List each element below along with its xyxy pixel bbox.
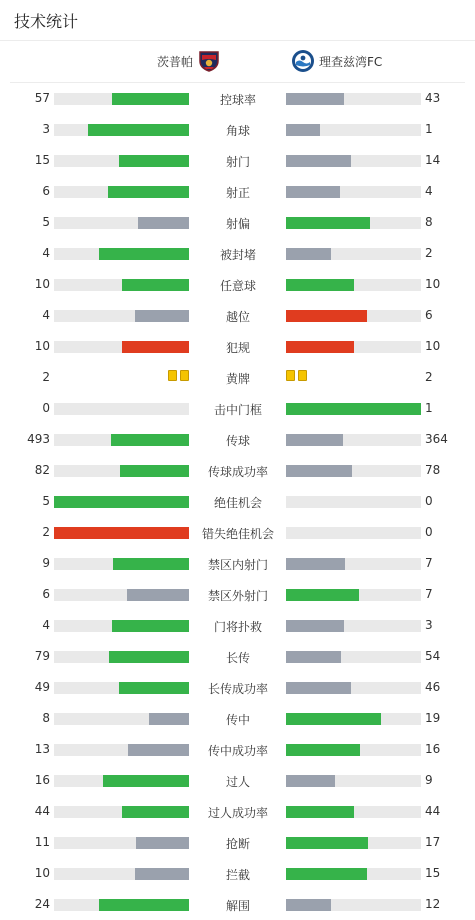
- away-stat-bar-fill: [286, 868, 367, 880]
- away-stat-bar: [286, 217, 421, 229]
- home-stat-bar: [54, 217, 189, 229]
- home-stat-bar-fill: [109, 651, 189, 663]
- home-stat-bar-fill: [54, 496, 189, 508]
- away-stat-value: 10: [425, 277, 441, 291]
- stat-label: 射门: [225, 155, 250, 169]
- home-stat-bar: [54, 496, 189, 508]
- away-stat-bar: [286, 496, 421, 508]
- stat-row: [0, 176, 475, 207]
- home-stat-value: 10: [34, 277, 50, 291]
- home-stat-bar-fill: [149, 713, 190, 725]
- home-stat-value: 4: [42, 246, 50, 260]
- away-stat-bar: [286, 682, 421, 694]
- home-stat-bar: [54, 651, 189, 663]
- away-stat-bar: [286, 837, 421, 849]
- away-stat-bar-fill: [286, 155, 351, 167]
- away-stat-bar-fill: [286, 806, 354, 818]
- stat-label: 门将扑救: [213, 620, 262, 634]
- home-team-name: 茨普帕: [156, 54, 193, 69]
- away-stat-value: 6: [425, 308, 433, 322]
- home-stat-bar-fill: [127, 589, 189, 601]
- yellow-card-icon: [286, 370, 295, 381]
- home-stat-bar: [54, 775, 189, 787]
- home-stat-bar: [54, 248, 189, 260]
- home-stat-bar-fill: [99, 899, 189, 911]
- stat-row: [0, 424, 475, 455]
- home-stat-bar: [54, 589, 189, 601]
- away-stat-bar: [286, 713, 421, 725]
- away-stat-bar: [286, 527, 421, 539]
- away-stat-bar-fill: [286, 310, 367, 322]
- stat-label: 拦截: [225, 868, 250, 882]
- away-stat-bar: [286, 899, 421, 911]
- home-stat-bar-fill: [88, 124, 189, 136]
- away-stat-bar-fill: [286, 248, 331, 260]
- teams-header: [10, 41, 465, 83]
- away-stat-bar: [286, 465, 421, 477]
- home-stat-value: 82: [34, 463, 50, 477]
- home-stat-bar: [54, 558, 189, 570]
- stat-row: [0, 548, 475, 579]
- home-stat-bar-fill: [122, 341, 190, 353]
- away-stat-bar-fill: [286, 775, 335, 787]
- away-stat-bar-fill: [286, 93, 344, 105]
- stat-row: [0, 889, 475, 920]
- away-stat-bar-fill: [286, 682, 351, 694]
- away-stat-value: 54: [425, 649, 441, 663]
- title-bar: [0, 0, 475, 41]
- away-stat-bar-fill: [286, 341, 354, 353]
- home-stat-value: 44: [34, 804, 50, 818]
- home-stat-bar-fill: [99, 248, 189, 260]
- stat-row: [0, 765, 475, 796]
- away-stat-value: 15: [425, 866, 441, 880]
- away-stat-value: 16: [425, 742, 441, 756]
- away-stat-bar-fill: [286, 279, 354, 291]
- home-stat-bar: [54, 527, 189, 539]
- home-stat-value: 79: [34, 649, 50, 663]
- home-stat-value: 15: [34, 153, 50, 167]
- stat-label: 控球率: [219, 93, 256, 107]
- away-stat-bar: [286, 124, 421, 136]
- page-title: 技术统计: [14, 12, 79, 31]
- away-stat-value: 43: [425, 91, 441, 105]
- home-stat-value: 10: [34, 339, 50, 353]
- home-stat-bar-fill: [111, 434, 189, 446]
- away-stat-bar: [286, 651, 421, 663]
- stat-row: [0, 517, 475, 548]
- stat-label: 犯规: [225, 341, 250, 355]
- away-stat-bar-fill: [286, 217, 370, 229]
- away-stat-value: 78: [425, 463, 441, 477]
- away-stat-value: 0: [425, 494, 433, 508]
- home-stat-bar: [54, 868, 189, 880]
- stat-label: 射偏: [225, 217, 250, 231]
- home-stat-value: 5: [42, 494, 50, 508]
- home-stat-bar-fill: [120, 465, 189, 477]
- stat-row: [0, 145, 475, 176]
- away-stat-value: 8: [425, 215, 433, 229]
- yellow-card-icon: [298, 370, 307, 381]
- away-stat-bar-fill: [286, 403, 421, 415]
- stat-row: [0, 238, 475, 269]
- stat-row: [0, 641, 475, 672]
- stat-label: 禁区内射门: [207, 558, 268, 572]
- away-stat-bar: [286, 186, 421, 198]
- home-stat-value: 16: [34, 773, 50, 787]
- stat-row: [0, 455, 475, 486]
- home-stat-bar-fill: [138, 217, 189, 229]
- stat-row: [0, 734, 475, 765]
- home-stat-bar-fill: [128, 744, 189, 756]
- home-stat-bar-fill: [108, 186, 189, 198]
- away-stat-value: 12: [425, 897, 441, 911]
- home-stat-bar-fill: [54, 527, 189, 539]
- away-stat-value: 2: [425, 246, 433, 260]
- away-stat-bar: [286, 93, 421, 105]
- away-stat-bar: [286, 310, 421, 322]
- home-stat-value: 0: [42, 401, 50, 415]
- home-stat-bar: [54, 186, 189, 198]
- home-team[interactable]: [157, 49, 221, 73]
- away-stat-value: 14: [425, 153, 441, 167]
- stat-row: [0, 114, 475, 145]
- away-stat-value: 1: [425, 401, 433, 415]
- home-stat-bar: [54, 713, 189, 725]
- away-stat-value: 17: [425, 835, 441, 849]
- stat-label: 黄牌: [225, 372, 250, 386]
- away-stat-value: 0: [425, 525, 433, 539]
- home-stat-bar: [54, 93, 189, 105]
- home-stat-value: 4: [42, 618, 50, 632]
- away-stat-bar-fill: [286, 124, 320, 136]
- home-stat-bar-fill: [112, 620, 189, 632]
- stat-label: 绝佳机会: [213, 496, 262, 510]
- stat-label: 传中: [225, 713, 250, 727]
- away-stat-bar: [286, 589, 421, 601]
- stat-row: [0, 703, 475, 734]
- home-stat-value: 4: [42, 308, 50, 322]
- stat-label: 被封堵: [219, 248, 256, 262]
- home-stat-bar: [54, 341, 189, 353]
- stat-row: [0, 610, 475, 641]
- stat-label: 传球: [225, 434, 250, 448]
- stat-row: [0, 796, 475, 827]
- stat-label: 越位: [225, 310, 250, 324]
- away-stat-bar: [286, 868, 421, 880]
- away-stat-bar: [286, 248, 421, 260]
- stat-row: [0, 827, 475, 858]
- home-stat-value: 2: [42, 525, 50, 539]
- home-stat-bar: [54, 434, 189, 446]
- stat-row: [0, 300, 475, 331]
- away-stat-bar-fill: [286, 713, 381, 725]
- home-stat-value: 11: [34, 835, 50, 849]
- stat-row: [0, 207, 475, 238]
- stat-label: 任意球: [219, 279, 256, 293]
- home-stat-value: 6: [42, 184, 50, 198]
- home-stat-value: 49: [34, 680, 50, 694]
- stat-label: 射正: [225, 186, 250, 200]
- away-stat-bar: [286, 403, 421, 415]
- home-stat-bar: [54, 310, 189, 322]
- yellow-card-icon: [168, 370, 177, 381]
- home-stat-bar: [54, 620, 189, 632]
- stat-row: [0, 269, 475, 300]
- home-stat-bar-fill: [122, 806, 190, 818]
- away-stat-value: 44: [425, 804, 441, 818]
- home-stat-bar: [54, 155, 189, 167]
- away-stat-bar-fill: [286, 186, 340, 198]
- home-stat-value: 5: [42, 215, 50, 229]
- stat-row: [0, 858, 475, 889]
- home-stat-bar: [54, 682, 189, 694]
- home-stat-value: 3: [42, 122, 50, 136]
- away-stat-bar-fill: [286, 620, 344, 632]
- stat-label: 角球: [225, 124, 250, 138]
- stat-label: 传球成功率: [207, 465, 268, 479]
- away-stat-value: 46: [425, 680, 441, 694]
- away-stat-value: 4: [425, 184, 433, 198]
- home-stat-bar: [54, 465, 189, 477]
- away-stat-value: 1: [425, 122, 433, 136]
- home-stat-value: 24: [34, 897, 50, 911]
- home-stat-bar-fill: [119, 155, 189, 167]
- away-stat-bar: [286, 558, 421, 570]
- home-stat-bar-fill: [122, 279, 190, 291]
- home-stat-value: 13: [34, 742, 50, 756]
- home-stat-bar-fill: [112, 93, 189, 105]
- away-stat-value: 19: [425, 711, 441, 725]
- home-stat-value: 493: [27, 432, 50, 446]
- home-stat-bar-fill: [103, 775, 189, 787]
- away-stat-bar: [286, 775, 421, 787]
- stat-label: 错失绝佳机会: [201, 527, 274, 541]
- stat-label: 过人: [225, 775, 250, 789]
- away-stat-value: 364: [425, 432, 448, 446]
- home-stat-value: 10: [34, 866, 50, 880]
- home-stat-value: 6: [42, 587, 50, 601]
- stat-label: 抢断: [225, 837, 250, 851]
- stat-row: [0, 83, 475, 114]
- home-stat-bar: [54, 837, 189, 849]
- home-stat-bar-fill: [119, 682, 189, 694]
- away-stat-bar-fill: [286, 434, 343, 446]
- stat-label: 长传: [225, 651, 250, 665]
- away-team-name: 理查兹湾FC: [319, 54, 383, 69]
- home-stat-bar-fill: [135, 310, 189, 322]
- away-stat-bar-fill: [286, 837, 368, 849]
- home-stat-bar: [54, 806, 189, 818]
- away-stat-bar-fill: [286, 651, 341, 663]
- away-stat-value: 10: [425, 339, 441, 353]
- home-stat-bar: [54, 279, 189, 291]
- away-stat-bar: [286, 434, 421, 446]
- away-stat-bar-fill: [286, 899, 331, 911]
- home-stat-bar-fill: [136, 837, 189, 849]
- home-stat-value: 57: [34, 91, 50, 105]
- stat-row: [0, 672, 475, 703]
- stat-label: 过人成功率: [207, 806, 268, 820]
- home-stat-value: 2: [42, 370, 50, 384]
- away-stat-bar-fill: [286, 465, 352, 477]
- stat-row: [0, 486, 475, 517]
- away-stat-bar-fill: [286, 558, 345, 570]
- away-stat-bar: [286, 341, 421, 353]
- stat-row: [0, 362, 475, 393]
- away-stat-value: 2: [425, 370, 433, 384]
- home-stat-bar: [54, 899, 189, 911]
- stat-label: 长传成功率: [207, 682, 268, 696]
- yellow-card-icon: [180, 370, 189, 381]
- stat-row: [0, 393, 475, 424]
- stat-label: 解围: [225, 899, 250, 913]
- away-stat-bar: [286, 155, 421, 167]
- home-stat-bar: [54, 744, 189, 756]
- away-stat-bar-fill: [286, 589, 359, 601]
- away-stat-value: 7: [425, 587, 433, 601]
- home-stat-bar-fill: [135, 868, 189, 880]
- home-team-crest-icon: [197, 49, 221, 73]
- home-yellow-cards: [168, 370, 189, 381]
- away-yellow-cards: [286, 370, 307, 381]
- away-stat-value: 9: [425, 773, 433, 787]
- away-stat-bar-fill: [286, 744, 360, 756]
- home-stat-bar-fill: [113, 558, 189, 570]
- stats-list: [0, 83, 475, 920]
- away-team-crest-icon: [291, 49, 315, 73]
- home-stat-bar: [54, 124, 189, 136]
- home-stat-value: 9: [42, 556, 50, 570]
- home-stat-bar: [54, 403, 189, 415]
- away-stat-bar: [286, 279, 421, 291]
- away-stat-bar: [286, 744, 421, 756]
- away-stat-value: 3: [425, 618, 433, 632]
- stat-row: [0, 579, 475, 610]
- stat-label: 传中成功率: [207, 744, 268, 758]
- home-stat-value: 8: [42, 711, 50, 725]
- stat-label: 禁区外射门: [207, 589, 268, 603]
- stat-label: 击中门框: [213, 403, 262, 417]
- stat-row: [0, 331, 475, 362]
- away-stat-bar: [286, 806, 421, 818]
- away-stat-value: 7: [425, 556, 433, 570]
- away-team[interactable]: [291, 49, 382, 73]
- away-stat-bar: [286, 620, 421, 632]
